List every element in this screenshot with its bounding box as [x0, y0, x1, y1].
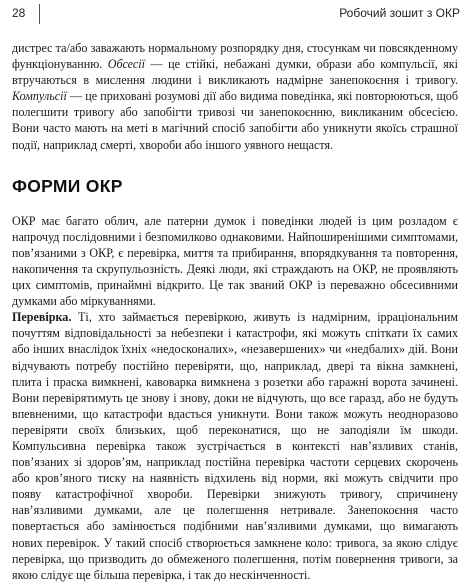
- paragraph-text: — це стійкі, небажані думки, образи або компульсії, які втручаються в мислення людини і викликають надмірне занепокоєння і тривогу.: [12, 57, 458, 88]
- paragraph-lead-term: Перевірка.: [12, 310, 72, 325]
- term-compulsions: Компульсії: [12, 89, 67, 104]
- paragraph-definitions: [12, 40, 458, 153]
- page-number: 28: [12, 6, 26, 20]
- paragraph-text: — це приховані розумові дії або видима поведінка, які повторюються, щоб полегшити тривогу або запобігти тривозі чи занепокоєнню, викликаним обсесією. Вони часто мають на меті в магічний спосіб запобігти або уникнути якоїсь страшної події, наприклад смерті, хвороби або іншого уявного нещастя.: [12, 89, 458, 152]
- paragraph-checking: [12, 309, 458, 583]
- header-divider: [39, 4, 40, 24]
- term-obsessions: Обсесії: [107, 57, 145, 72]
- paragraph-forms-intro: ОКР має багато облич, але патерни думок і поведінки людей із цим розладом є напрочуд послідовними і безпомилково однаковими. Найпоширенішими симптомами, пов’язаними з ОКР, є перевірка, миття та прибирання, впорядкування та повторення, накопичення та скрупульозність. Деякі люди, які страждають на ОКР, не проявляють цих симптомів, принаймні відкрито. Це так званий ОКР із переважно обсесивними думками або міркуваннями.: [12, 213, 458, 309]
- page-body: [12, 40, 458, 583]
- paragraph-text: дистрес та/або заважають нормальному розпорядку дня, стосункам чи повсякденному функціонуванню.: [12, 41, 458, 72]
- paragraph-text: Ті, хто займається перевіркою, живуть із надмірним, ірраціональним почуттям відповідальності за небезпеки і катастрофи, які можуть спіткати їх самих або інших внаслідок їхніх «недосконалих», «незавершених» чи «недбалих» дій. Вони відчувають потребу постійно перевіряти, що, наприклад, двері та вікна замкнені, плита і праска вимкнені, кавоварка вимкнена з розетки або гаражні ворота зачинені. Вони перевірятимуть це знову і знову, доки не відчують, що все гаразд, або не будуть впевненими, що катастрофи вдасться уникнути. Вони також можуть неодноразово перевіряти своїх близьких, щоб переконатися, що не заподіяли їм шкоди. Компульсивна перевірка також зустрічається в контексті нав’язливих станів, пов’язаних зі здоров’ям, наприклад постійна перевірка частоти серцевих скорочень або кров’яного тиску на наявність відхилень від норми, які можуть свідчити про появу катастрофічної хвороби. Перевірки знижують тривогу, спричинену нав’язливими думками, але це полегшення нетривале. Занепокоєння часто повертається або замінюється подібними нав’язливими думками, що вимагають нових перевірок. У такий спосіб створюється замкнене коло: тривога, за якою слідує перевірка, що призводить до обмеженого полегшення, потім повернення тривоги, за якою слідує ще більша перевірка, і так до нескінченності.: [12, 310, 458, 582]
- section-heading: ФОРМИ ОКР: [12, 175, 123, 196]
- running-title: Робочий зошит з ОКР: [339, 6, 460, 20]
- page-header: [12, 5, 460, 23]
